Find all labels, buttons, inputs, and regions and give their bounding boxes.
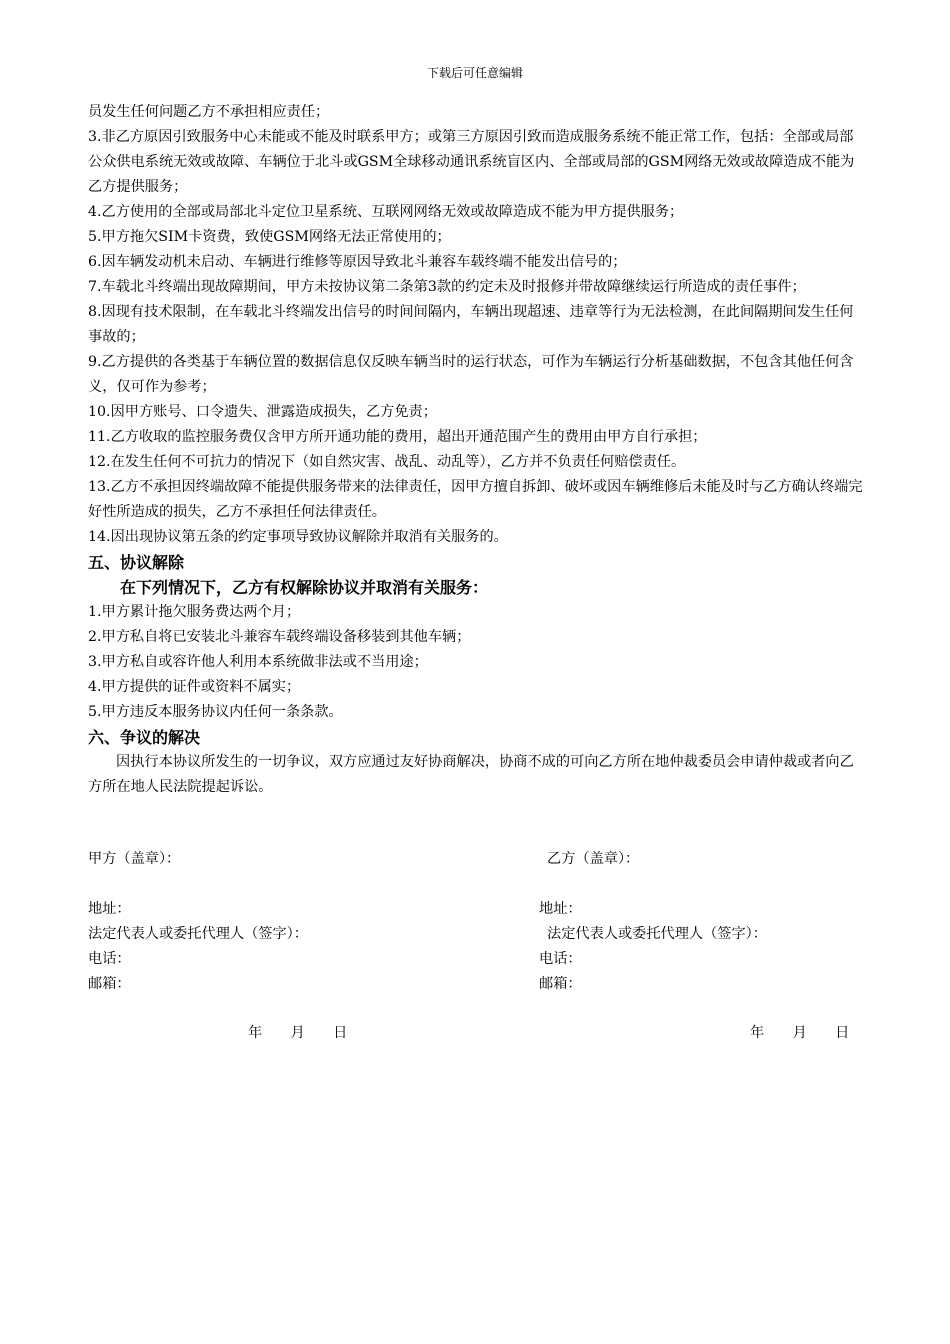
party-a-date: 年 月 日	[248, 1025, 348, 1041]
clause-14: 14.因出现协议第五条的约定事项导致协议解除并取消有关服务的。	[88, 529, 508, 545]
party-b-email: 邮箱：	[539, 976, 582, 992]
clause-4: 4.乙方使用的全部或局部北斗定位卫星系统、互联网网络无效或故障造成不能为甲方提供服务；	[88, 204, 684, 220]
clause-10: 10.因甲方账号、口令遗失、泄露造成损失，乙方免责；	[88, 404, 437, 420]
party-a-representative: 法定代表人或委托代理人（签字）：	[88, 926, 308, 942]
clause-line: 员发生任何问题乙方不承担相应责任；	[88, 104, 330, 120]
termination-item-4: 4.甲方提供的证件或资料不属实；	[88, 679, 301, 695]
clause-13: 13.乙方不承担因终端故障不能提供服务带来的法律责任，因甲方擅自拆卸、破坏或因车辆维修后未能及时与乙方确认终端完好性所造成的损失，乙方不承担任何法律责任。	[88, 479, 863, 520]
party-b-address: 地址：	[539, 901, 582, 917]
party-b-phone: 电话：	[539, 951, 582, 967]
party-a-email: 邮箱：	[88, 976, 131, 992]
clause-3: 3.非乙方原因引致服务中心未能或不能及时联系甲方；或第三方原因引致而造成服务系统不能正常工作，包括：全部或局部公众供电系统无效或故障、车辆位于北斗或GSM全球移动通讯系统盲区内、全部或局部的GSM网络无效或故障造成不能为乙方提供服务；	[88, 129, 855, 195]
party-b-representative: 法定代表人或委托代理人（签字）：	[547, 926, 767, 942]
dispute-body: 因执行本协议所发生的一切争议，双方应通过友好协商解决，协商不成的可向乙方所在地仲裁委员会申请仲裁或者向乙方所在地人民法院提起诉讼。	[88, 754, 854, 795]
clause-9: 9.乙方提供的各类基于车辆位置的数据信息仅反映车辆当时的运行状态，可作为车辆运行分析基础数据，不包含其他任何含义，仅可作为参考；	[88, 354, 854, 395]
section-5-subtitle: 在下列情况下，乙方有权解除协议并取消有关服务：	[120, 578, 489, 597]
termination-item-1: 1.甲方累计拖欠服务费达两个月；	[88, 604, 301, 620]
clause-5: 5.甲方拖欠SIM卡资费，致使GSM网络无法正常使用的；	[88, 229, 451, 245]
termination-item-5: 5.甲方违反本服务协议内任何一条条款。	[88, 704, 343, 720]
clause-8: 8.因现有技术限制，在车载北斗终端发出信号的时间间隔内，车辆出现超速、违章等行为无法检测，在此间隔期间发生任何事故的；	[88, 304, 854, 345]
party-b-seal: 乙方（盖章）：	[547, 851, 640, 867]
clause-11: 11.乙方收取的监控服务费仅含甲方所开通功能的费用，超出开通范围产生的费用由甲方自行承担；	[88, 429, 707, 445]
section-5-title: 五、协议解除	[88, 553, 185, 572]
party-b-date: 年 月 日	[750, 1025, 850, 1041]
page-header: 下载后可任意编辑	[426, 66, 523, 80]
clause-6: 6.因车辆发动机未启动、车辆进行维修等原因导致北斗兼容车载终端不能发出信号的；	[88, 254, 627, 270]
section-6-title: 六、争议的解决	[88, 728, 201, 747]
document-body	[88, 100, 864, 800]
party-a-phone: 电话：	[88, 951, 131, 967]
clause-7: 7.车载北斗终端出现故障期间，甲方未按协议第二条第3款的约定未及时报修并带故障继续运行所造成的责任事件；	[88, 279, 806, 295]
clause-12: 12.在发生任何不可抗力的情况下（如自然灾害、战乱、动乱等），乙方并不负责任何赔偿责任。	[88, 454, 686, 470]
party-a-seal: 甲方（盖章）：	[88, 851, 181, 867]
party-a-address: 地址：	[88, 901, 131, 917]
termination-item-3: 3.甲方私自或容许他人利用本系统做非法或不当用途；	[88, 654, 428, 670]
termination-item-2: 2.甲方私自将已安装北斗兼容车载终端设备移装到其他车辆；	[88, 629, 471, 645]
